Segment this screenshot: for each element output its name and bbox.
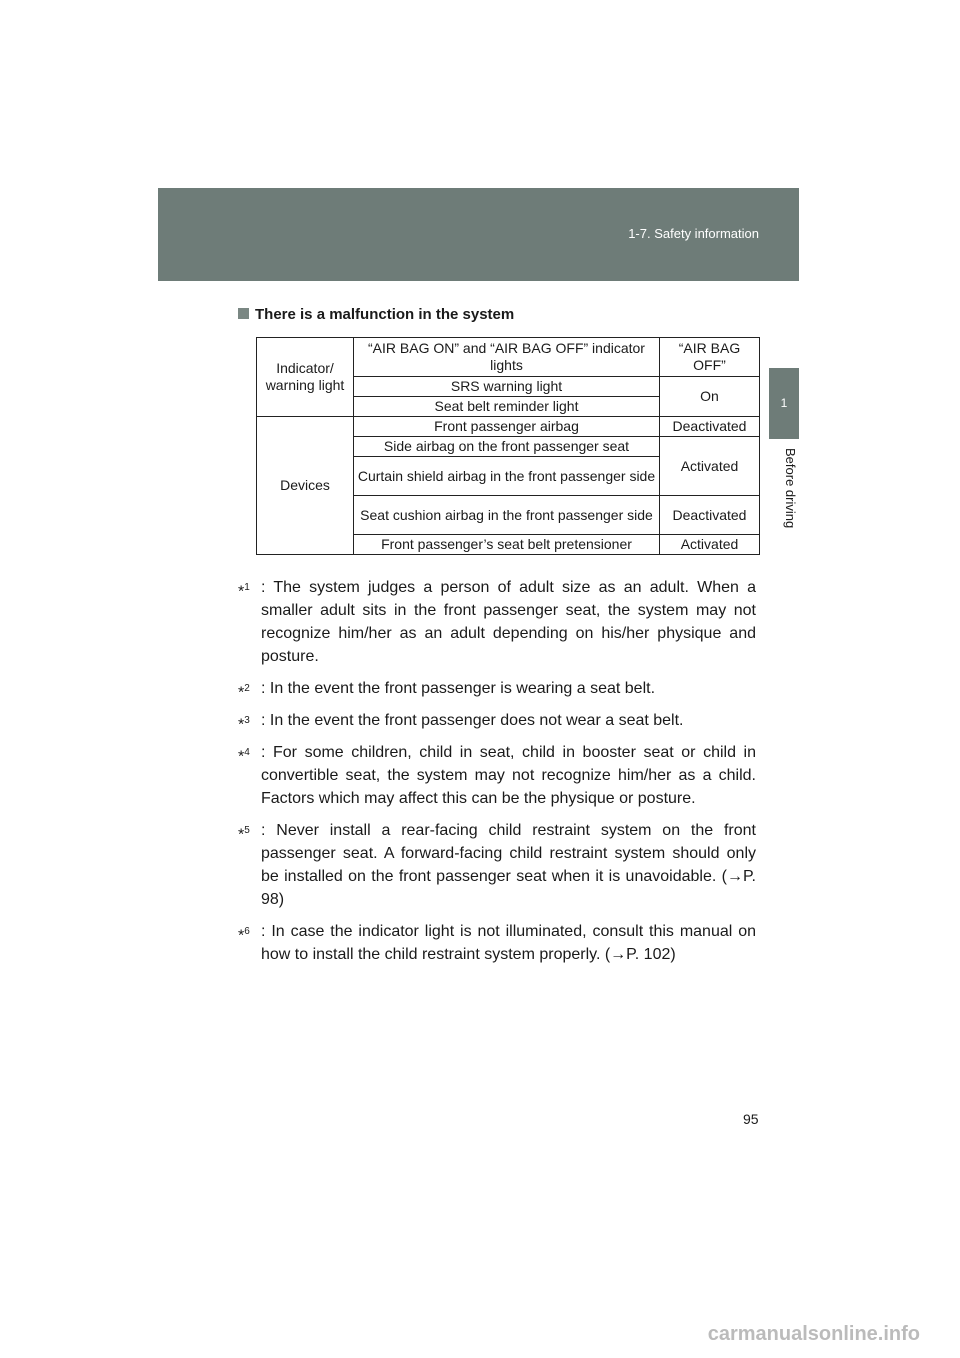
footnote [238,709,756,732]
table-cell: Activated [660,535,760,555]
table-cell: Deactivated [660,496,760,535]
footnotes [238,576,756,975]
table-cell: SRS warning light [354,377,660,397]
footnote-marker: *$^3$ [238,715,250,734]
table-row [257,417,760,437]
footnote-text: : For some children, child in seat, child in booster seat or child in convertible seat, the system may not recognize him/her as a child. Factors which may affect this can be the physique or posture. [261,744,756,807]
table-cell: On [660,377,760,417]
footnote-text: : The system judges a person of adult size as an adult. When a smaller adult sits in the front passenger seat, the system may not recognize him/her as an adult depending on his/her physique and posture. [261,579,756,665]
footnote-text: : In the event the front passenger is wearing a seat belt. [261,680,656,697]
footnote-text: : In the event the front passenger does not wear a seat belt. [261,712,684,729]
footnote [238,819,756,911]
footnote-marker: *$^6$ [238,926,250,945]
table-cell: Side airbag on the front passenger seat [354,437,660,457]
footnote-marker: *$^1$ [238,582,250,601]
section-header: 1-7. Safety information [628,226,759,241]
footnote [238,677,756,700]
footnote [238,576,756,668]
table-cell: Curtain shield airbag in the front passenger side [354,457,660,496]
header-band [158,188,799,281]
table-cell: Front passenger airbag [354,417,660,437]
table-cell: Deactivated [660,417,760,437]
footnote-marker: *$^2$ [238,683,250,702]
devices-header: Devices [257,417,354,555]
footnote-marker: *$^4$ [238,747,250,766]
chapter-tab: 1 [769,368,799,439]
table-cell: Activated [660,437,760,496]
footnote-text: : Never install a rear-facing child restraint system on the front passenger seat. A forward-facing child restraint system should only be installed on the front passenger seat when it is unavoidable. (→P. 98) [261,822,756,908]
footnote-text: : In case the indicator light is not illuminated, consult this manual on how to install the child restraint system properly. (→P. 102) [261,923,756,963]
square-bullet-icon [238,308,249,319]
table-cell: Front passenger’s seat belt pretensioner [354,535,660,555]
table-cell: “AIR BAG OFF” [660,338,760,377]
footnote-marker: *$^5$ [238,825,250,844]
status-table [256,337,760,555]
footnote [238,920,756,966]
footnote [238,741,756,810]
chapter-label: Before driving [783,448,798,529]
table-cell: “AIR BAG ON” and “AIR BAG OFF” indicator lights [354,338,660,377]
section-title [238,306,514,323]
table-cell: Seat cushion airbag in the front passenger side [354,496,660,535]
indicator-header: Indicator/ warning light [257,338,354,417]
watermark: carmanualsonline.info [707,1323,920,1345]
section-title-text: There is a malfunction in the system [255,306,515,323]
table-row [257,338,760,377]
table-cell: Seat belt reminder light [354,397,660,417]
page-number: 95 [743,1111,759,1127]
